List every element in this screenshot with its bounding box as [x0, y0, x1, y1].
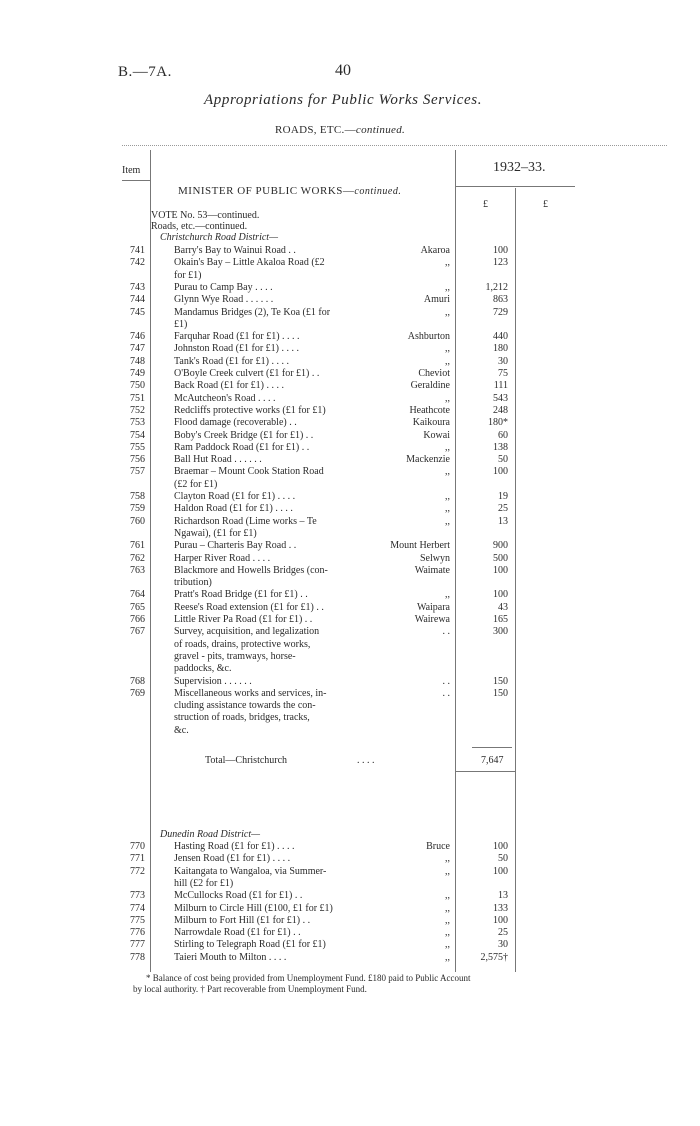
item-description: Hasting Road (£1 for £1) . . . . — [174, 841, 295, 852]
item-number: 748 — [130, 355, 145, 367]
item-description: McCullocks Road (£1 for £1) . . — [174, 890, 303, 902]
table-row — [0, 700, 700, 712]
table-row — [0, 903, 700, 915]
item-number: 775 — [130, 914, 145, 926]
table-row — [0, 516, 700, 528]
table-row — [0, 343, 700, 355]
table-row — [0, 712, 700, 724]
table-row — [0, 676, 700, 688]
item-description: Jensen Road (£1 for £1) . . . . — [174, 853, 291, 865]
item-amount: 111 — [493, 380, 508, 392]
table-row — [0, 577, 700, 589]
item-description: for £1) — [174, 269, 202, 281]
item-description: Milburn to Fort Hill (£1 for £1) . . — [174, 914, 311, 926]
minister-main: MINISTER OF PUBLIC WORKS— — [178, 185, 355, 197]
item-locality: ,, — [445, 392, 450, 404]
item-number: 745 — [130, 306, 145, 318]
item-amount: 1,212 — [485, 281, 508, 293]
item-number: 747 — [130, 343, 145, 355]
vote-heading: VOTE No. 53—continued. — [151, 210, 260, 221]
item-amount: 30 — [498, 355, 508, 367]
item-number: 760 — [130, 515, 145, 527]
item-locality: ,, — [445, 257, 450, 269]
christchurch-district-heading: Christchurch Road District— — [160, 232, 278, 243]
table-row — [0, 540, 700, 552]
item-number: 751 — [130, 392, 145, 404]
item-amount: 13 — [498, 890, 508, 902]
item-locality: ,, — [445, 914, 450, 926]
table-row — [0, 688, 700, 700]
item-amount: 100 — [493, 841, 508, 852]
table-row — [0, 528, 700, 540]
item-amount: 100 — [493, 914, 508, 926]
item-number: 758 — [130, 491, 145, 502]
item-number: 771 — [130, 853, 145, 865]
item-locality: Geraldine — [410, 380, 450, 392]
item-description: Narrowdale Road (£1 for £1) . . — [174, 927, 301, 939]
table-row — [0, 939, 700, 951]
item-locality: ,, — [445, 515, 450, 527]
item-number: 773 — [130, 890, 145, 902]
item-description: hill (£2 for £1) — [174, 877, 234, 889]
item-locality: ,, — [445, 281, 450, 293]
item-amount: 440 — [493, 331, 508, 343]
item-locality: ,, — [445, 902, 450, 914]
minister-heading — [178, 185, 401, 197]
item-description: (£2 for £1) — [174, 478, 218, 490]
dunedin-district-heading: Dunedin Road District— — [160, 829, 260, 840]
item-locality: ,, — [445, 939, 450, 951]
item-number: 750 — [130, 380, 145, 392]
item-locality: ,, — [445, 491, 450, 502]
year-column-header: 1932–33. — [493, 160, 546, 175]
item-amount: 13 — [498, 515, 508, 527]
item-amount: 2,575† — [480, 951, 508, 963]
item-amount: 300 — [493, 626, 508, 638]
item-number: 761 — [130, 540, 145, 552]
item-amount: 100 — [493, 865, 508, 877]
item-description: Tank's Road (£1 for £1) . . . . — [174, 355, 289, 367]
item-locality: ,, — [445, 343, 450, 355]
item-locality: Heathcote — [409, 404, 450, 416]
item-locality: Waipara — [416, 601, 450, 613]
item-description: Harper River Road . . . . — [174, 552, 271, 564]
year-header-rule — [455, 186, 575, 187]
item-description: Purau to Camp Bay . . . . — [174, 281, 273, 293]
item-amount: 43 — [498, 601, 508, 613]
item-locality: Waimate — [414, 564, 450, 576]
item-amount: 50 — [498, 853, 508, 865]
footnote-line-2: by local authority. † Part recoverable from Unemployment Fund. — [133, 984, 367, 994]
table-row — [0, 466, 700, 478]
item-description: Miscellaneous works and services, in- — [174, 687, 327, 699]
table-row — [0, 417, 700, 429]
item-locality: Mount Herbert — [390, 540, 450, 552]
item-number: 764 — [130, 589, 145, 601]
item-number: 778 — [130, 951, 145, 963]
item-description: Kaitangata to Wangaloa, via Summer- — [174, 865, 327, 877]
item-locality: Kowai — [423, 429, 450, 441]
item-description: gravel - pits, tramways, horse- — [174, 650, 296, 662]
item-locality: Wairewa — [414, 614, 450, 625]
table-row — [0, 491, 700, 503]
item-locality: Cheviot — [418, 368, 450, 379]
item-amount: 30 — [498, 939, 508, 951]
item-number: 765 — [130, 601, 145, 613]
page-title: Appropriations for Public Works Services. — [204, 92, 483, 108]
item-locality: Selwyn — [420, 552, 450, 564]
table-row — [0, 614, 700, 626]
item-description: Survey, acquisition, and legalization — [174, 626, 320, 638]
item-description: Ball Hut Road . . . . . . — [174, 454, 262, 466]
item-number: 755 — [130, 441, 145, 453]
item-number: 756 — [130, 454, 145, 466]
item-header-rule — [122, 180, 150, 181]
item-description: Mandamus Bridges (2), Te Koa (£1 for — [174, 306, 331, 318]
item-locality: ,, — [445, 865, 450, 877]
item-amount: 150 — [493, 687, 508, 699]
table-row — [0, 356, 700, 368]
item-description: Back Road (£1 for £1) . . . . — [174, 380, 284, 392]
item-description: £1) — [174, 318, 188, 330]
roads-heading: Roads, etc.—continued. — [151, 221, 248, 232]
table-row — [0, 589, 700, 601]
item-amount: 165 — [493, 614, 508, 625]
table-row — [0, 565, 700, 577]
table-row — [0, 368, 700, 380]
table-row — [0, 380, 700, 392]
item-number: 774 — [130, 902, 145, 914]
total-top-rule — [472, 747, 512, 748]
item-amount: 543 — [493, 392, 508, 404]
page-number: 40 — [335, 62, 351, 79]
item-locality: . . — [442, 675, 450, 687]
item-number: 749 — [130, 368, 145, 379]
item-number: 753 — [130, 417, 145, 429]
table-row — [0, 853, 700, 865]
table-row — [0, 294, 700, 306]
table-row — [0, 257, 700, 269]
item-locality: . . — [442, 626, 450, 638]
item-amount: 25 — [498, 927, 508, 939]
item-locality: ,, — [445, 589, 450, 601]
item-locality: Ashburton — [407, 331, 450, 343]
table-row — [0, 479, 700, 491]
table-row — [0, 651, 700, 663]
item-amount: 100 — [493, 564, 508, 576]
table-row — [0, 442, 700, 454]
item-number: 777 — [130, 939, 145, 951]
item-locality: ,, — [445, 951, 450, 963]
table-row — [0, 393, 700, 405]
christchurch-total-amount: 7,647 — [481, 755, 504, 766]
item-number: 766 — [130, 614, 145, 625]
item-amount: 50 — [498, 454, 508, 466]
table-row — [0, 602, 700, 614]
item-number: 768 — [130, 675, 145, 687]
item-amount: 25 — [498, 503, 508, 515]
item-amount: 133 — [493, 902, 508, 914]
section-subtitle — [275, 124, 405, 136]
item-amount: 138 — [493, 441, 508, 453]
item-locality: ,, — [445, 306, 450, 318]
item-description: Reese's Road extension (£1 for £1) . . — [174, 601, 324, 613]
item-number: 759 — [130, 503, 145, 515]
footnote-line-1: * Balance of cost being provided from Unemployment Fund. £180 paid to Public Account — [146, 973, 471, 983]
minister-continued: continued. — [354, 186, 402, 197]
table-row — [0, 553, 700, 565]
pound-sign-left: £ — [483, 199, 488, 210]
item-amount: 863 — [493, 294, 508, 306]
subtitle-main: ROADS, ETC.— — [275, 124, 356, 136]
item-column-header: Item — [122, 165, 141, 176]
item-description: Boby's Creek Bridge (£1 for £1) . . — [174, 429, 314, 441]
item-description: Braemar – Mount Cook Station Road — [174, 466, 324, 478]
item-amount: 180* — [488, 417, 508, 429]
item-amount: 500 — [493, 552, 508, 564]
item-description: Pratt's Road Bridge (£1 for £1) . . — [174, 589, 308, 601]
item-description: Barry's Bay to Wainui Road . . — [174, 245, 296, 256]
item-locality: ,, — [445, 503, 450, 515]
page-reference: B.—7A. — [118, 64, 172, 80]
item-description: Stirling to Telegraph Road (£1 for £1) — [174, 939, 326, 951]
item-number: 767 — [130, 626, 145, 638]
item-description: Flood damage (recoverable) . . — [174, 417, 297, 429]
table-row — [0, 270, 700, 282]
table-row — [0, 841, 700, 853]
item-locality: ,, — [445, 890, 450, 902]
table-row — [0, 878, 700, 890]
item-locality: Mackenzie — [406, 454, 450, 466]
item-amount: 100 — [493, 245, 508, 256]
item-locality: Kaikoura — [412, 417, 450, 429]
table-row — [0, 307, 700, 319]
item-description: Glynn Wye Road . . . . . . — [174, 294, 274, 306]
item-number: 763 — [130, 564, 145, 576]
item-description: Supervision . . . . . . — [174, 675, 252, 687]
item-locality: Amuri — [423, 294, 450, 306]
table-row — [0, 927, 700, 939]
item-number: 752 — [130, 404, 145, 416]
item-description: tribution) — [174, 577, 212, 589]
item-amount: 180 — [493, 343, 508, 355]
item-description: Taieri Mouth to Milton . . . . — [174, 951, 287, 963]
item-amount: 150 — [493, 675, 508, 687]
pound-sign-right: £ — [543, 199, 548, 210]
item-number: 742 — [130, 257, 145, 269]
item-description: &c. — [174, 724, 189, 736]
christchurch-total-label: Total—Christchurch — [205, 755, 288, 766]
item-description: Haldon Road (£1 for £1) . . . . — [174, 503, 293, 515]
item-description: struction of roads, bridges, tracks, — [174, 712, 310, 724]
item-number: 772 — [130, 865, 145, 877]
table-row — [0, 663, 700, 675]
table-row — [0, 245, 700, 257]
item-number: 757 — [130, 466, 145, 478]
table-row — [0, 725, 700, 737]
item-description: of roads, drains, protective works, — [174, 638, 311, 650]
item-number: 754 — [130, 429, 145, 441]
table-row — [0, 454, 700, 466]
item-description: Johnston Road (£1 for £1) . . . . — [174, 343, 299, 355]
item-number: 743 — [130, 281, 145, 293]
item-description: Purau – Charteris Bay Road . . — [174, 540, 297, 552]
item-amount: 19 — [498, 491, 508, 502]
item-amount: 729 — [493, 306, 508, 318]
table-row — [0, 890, 700, 902]
table-row — [0, 915, 700, 927]
item-description: O'Boyle Creek culvert (£1 for £1) . . — [174, 368, 320, 379]
table-row — [0, 331, 700, 343]
item-locality: Bruce — [426, 841, 450, 852]
item-locality: Akaroa — [420, 245, 450, 256]
item-description: Okain's Bay – Little Akaloa Road (£2 — [174, 257, 325, 269]
item-amount: 60 — [498, 429, 508, 441]
item-number: 769 — [130, 687, 145, 699]
table-row — [0, 282, 700, 294]
item-description: cluding assistance towards the con- — [174, 700, 316, 712]
item-number: 776 — [130, 927, 145, 939]
item-locality: ,, — [445, 927, 450, 939]
table-row — [0, 639, 700, 651]
item-amount: 75 — [498, 368, 508, 379]
item-amount: 100 — [493, 589, 508, 601]
item-description: McAutcheon's Road . . . . — [174, 392, 276, 404]
item-locality: ,, — [445, 355, 450, 367]
item-description: Ngawai), (£1 for £1) — [174, 527, 257, 539]
item-description: paddocks, &c. — [174, 663, 232, 675]
item-description: Redcliffs protective works (£1 for £1) — [174, 404, 326, 416]
item-amount: 123 — [493, 257, 508, 269]
header-rule — [122, 145, 667, 146]
table-row — [0, 866, 700, 878]
item-amount: 900 — [493, 540, 508, 552]
table-row — [0, 319, 700, 331]
table-row — [0, 430, 700, 442]
table-row — [0, 952, 700, 964]
christchurch-total-dots: . . . . — [357, 755, 375, 766]
item-number: 744 — [130, 294, 145, 306]
table-row — [0, 626, 700, 638]
item-amount: 248 — [493, 404, 508, 416]
item-amount: 100 — [493, 466, 508, 478]
item-locality: . . — [442, 687, 450, 699]
item-number: 770 — [130, 841, 145, 852]
item-number: 762 — [130, 552, 145, 564]
item-locality: ,, — [445, 853, 450, 865]
item-number: 746 — [130, 331, 145, 343]
table-row — [0, 405, 700, 417]
item-description: Clayton Road (£1 for £1) . . . . — [174, 491, 296, 502]
item-number: 741 — [130, 245, 145, 256]
total-bottom-rule — [455, 771, 515, 772]
item-description: Richardson Road (Lime works – Te — [174, 515, 317, 527]
item-description: Blackmore and Howells Bridges (con- — [174, 564, 328, 576]
item-locality: ,, — [445, 441, 450, 453]
item-description: Little River Pa Road (£1 for £1) . . — [174, 614, 313, 625]
item-locality: ,, — [445, 466, 450, 478]
subtitle-continued: continued. — [355, 124, 406, 136]
item-description: Milburn to Circle Hill (£100, £1 for £1) — [174, 902, 333, 914]
table-row — [0, 503, 700, 515]
item-description: Ram Paddock Road (£1 for £1) . . — [174, 441, 310, 453]
item-description: Farquhar Road (£1 for £1) . . . . — [174, 331, 300, 343]
